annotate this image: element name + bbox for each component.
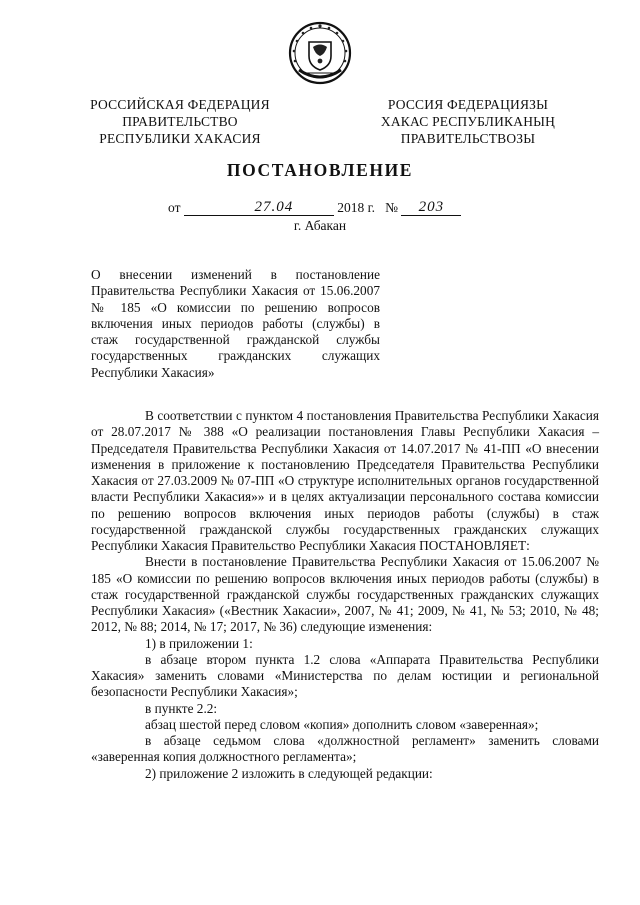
header-right-line-3: ПРАВИТЕЛЬСТВОЗЫ: [400, 131, 536, 146]
header-right-line-2: ХАКАС РЕСПУБЛИКАНЫҢ: [380, 114, 556, 129]
document-title: ПОСТАНОВЛЕНИЕ: [226, 160, 414, 180]
body-item-1-para-7: в абзаце седьмом слова «должностной регламент» заменить словами «заверенная копия должностного регламента»;: [91, 733, 599, 765]
subject-block: О внесении изменений в постановление Правительства Республики Хакасия от 15.06.2007 № 185 «О комиссии по решению вопросов включения иных периодов работы (службы) в стаж государственной гражданской службы государственных гражданских служащих Республики Хакасия»: [91, 267, 380, 380]
header-right-block: [370, 96, 566, 147]
body-item-1-para-6: абзац шестой перед словом «копия» дополнить словом «заверенная»;: [145, 716, 539, 732]
body-item-1-para-1: в абзаце втором пункта 1.2 слова «Аппарата Правительства Республики Хакасия» заменить словами «Министерства по делам юстиции и региональной безопасности Республики Хакасия»;: [91, 651, 599, 700]
body-item-1-point-2-2: в пункте 2.2:: [145, 700, 218, 716]
header-right-line-1: РОССИЯ ФЕДЕРАЦИЯЗЫ: [387, 97, 549, 112]
body-paragraph-preamble: В соответствии с пунктом 4 постановления Правительства Республики Хакасия от 28.07.2017 № 388 «О реализации постановления Главы Республики Хакасия – Председателя Правительства Республики Хакасия от 14.07.2017 № 41-ПП «О внесении изменения в приложение к постановлению Председателя Правительства Республики Хакасия от 27.03.2009 № 07-ПП «О структуре исполнительных органов государственной власти Республики Хакасия»» и в целях актуализации персонального состава комиссии по решению вопросов включения иных периодов работы (службы) в стаж государственной гражданской службы государственных гражданских служащих Республики Хакасия Правительство Республики Хакасия ПОСТАНОВЛЯЕТ:: [91, 408, 599, 553]
date-prefix: от: [168, 200, 181, 215]
city-label: г. Абакан: [293, 218, 347, 233]
number-field: [401, 200, 461, 216]
header-left-block: [82, 96, 278, 147]
number-label: №: [385, 200, 399, 215]
date-field: [184, 200, 334, 216]
document-body: [91, 408, 599, 782]
body-item-1: 1) в приложении 1:: [145, 635, 253, 651]
header-left-line-1: РОССИЙСКАЯ ФЕДЕРАЦИЯ: [90, 97, 270, 112]
date-year: 2018 г.: [337, 200, 375, 215]
header-left-line-2: ПРАВИТЕЛЬСТВО: [122, 114, 238, 129]
body-item-2: 2) приложение 2 изложить в следующей редакции:: [145, 765, 433, 781]
header-left-line-3: РЕСПУБЛИКИ ХАКАСИЯ: [99, 131, 261, 146]
body-paragraph-amend: Внести в постановление Правительства Республики Хакасия от 15.06.2007 № 185 «О комиссии по решению вопросов включения иных периодов работы (службы) в стаж государственной гражданской службы государственных гражданских служащих Республики Хакасия» («Вестник Хакасии», 2007, № 41; 2009, № 41, № 53; 2010, № 48; 2012, № 88; 2014, № 17; 2017, № 36) следующие изменения:: [91, 554, 599, 635]
date-line: [168, 200, 461, 216]
handwritten-number: 203: [418, 199, 445, 215]
coat-of-arms-emblem: [287, 20, 353, 86]
handwritten-date: 27.04: [254, 199, 294, 215]
